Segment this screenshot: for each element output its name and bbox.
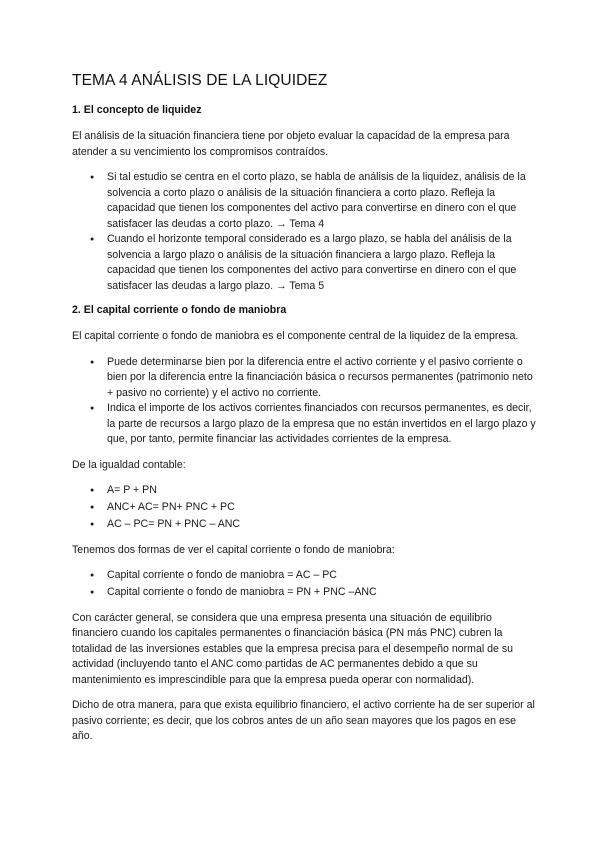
equations-list xyxy=(72,483,536,533)
forms-list xyxy=(72,568,536,601)
section-1-bullet-list xyxy=(72,170,536,294)
list-item: ● Cuando el horizonte temporal considerado es a largo plazo, se habla del análisis de la solvencia a largo plazo o análisis de la situación financiera a largo plazo. Refleja la capacidad que tienen los componentes del activo para convertirse en dinero con el que satisfacer las deudas a largo plazo. → Tema 5 xyxy=(107,232,536,294)
list-item: ● Indica el importe de los activos corrientes financiados con recursos permanentes, es decir, la parte de recursos a largo plazo de la empresa que no están invertidos en el largo plazo y que, por tanto, permite financiar las actividades corrientes de la empresa. xyxy=(107,401,536,448)
section-1-intro: El análisis de la situación financiera tiene por objeto evaluar la capacidad de la empresa para atender a su vencimiento los compromisos contraídos. xyxy=(72,130,510,158)
list-item: ● Puede determinarse bien por la diferencia entre el activo corriente y el pasivo corriente o bien por la diferencia entre la financiación básica o recursos permanentes (patrimonio neto + pasivo no corriente) y el activo no corriente. xyxy=(107,355,536,402)
document-title: TEMA 4 ANÁLISIS DE LA LIQUIDEZ xyxy=(72,72,328,89)
forms-intro: Tenemos dos formas de ver el capital corriente o fondo de maniobra: xyxy=(72,543,395,556)
list-item: ● Si tal estudio se centra en el corto plazo, se habla de análisis de la liquidez, análisis de la solvencia a corto plazo o análisis de la situación financiera a corto plazo. Refleja la capacidad que tienen los componentes del activo para convertirse en dinero con el que satisfacer las deudas a corto plazo. → Tema 4 xyxy=(107,170,536,232)
paragraph-other: Dicho de otra manera, para que exista equilibrio financiero, el activo corriente ha de ser superior al pasivo corriente; es decir, que los cobros antes de un año sean mayores que los pagos en ese año. xyxy=(72,699,535,742)
section-2-heading: 2. El capital corriente o fondo de maniobra xyxy=(72,304,287,316)
formula-item: ● Capital corriente o fondo de maniobra = AC – PC xyxy=(107,568,536,584)
section-2-bullet-list xyxy=(72,355,536,448)
equation-item: ● AC – PC= PN + PNC – ANC xyxy=(107,517,536,533)
section-2-intro: El capital corriente o fondo de maniobra es el componente central de la liquidez de la empresa. xyxy=(72,330,519,342)
section-1-heading: 1. El concepto de liquidez xyxy=(72,104,202,116)
equality-intro: De la igualdad contable: xyxy=(72,458,186,471)
formula-item: ● Capital corriente o fondo de maniobra = PN + PNC –ANC xyxy=(107,585,536,601)
equation-item: ● ANC+ AC= PN+ PNC + PC xyxy=(107,500,536,516)
equation-item: ● A= P + PN xyxy=(107,483,536,499)
paragraph-general: Con carácter general, se considera que una empresa presenta una situación de equilibrio financiero cuando los capitales permanentes o financiación básica (PN más PNC) cubren la totalidad de las inversiones estables que la empresa precisa para el desempeño normal de su actividad (incluyendo tanto el ANC como partidas de AC permanentes debido a que su mantenimiento es imprescindible para que la empresa pueda operar con normalidad). xyxy=(72,611,514,686)
